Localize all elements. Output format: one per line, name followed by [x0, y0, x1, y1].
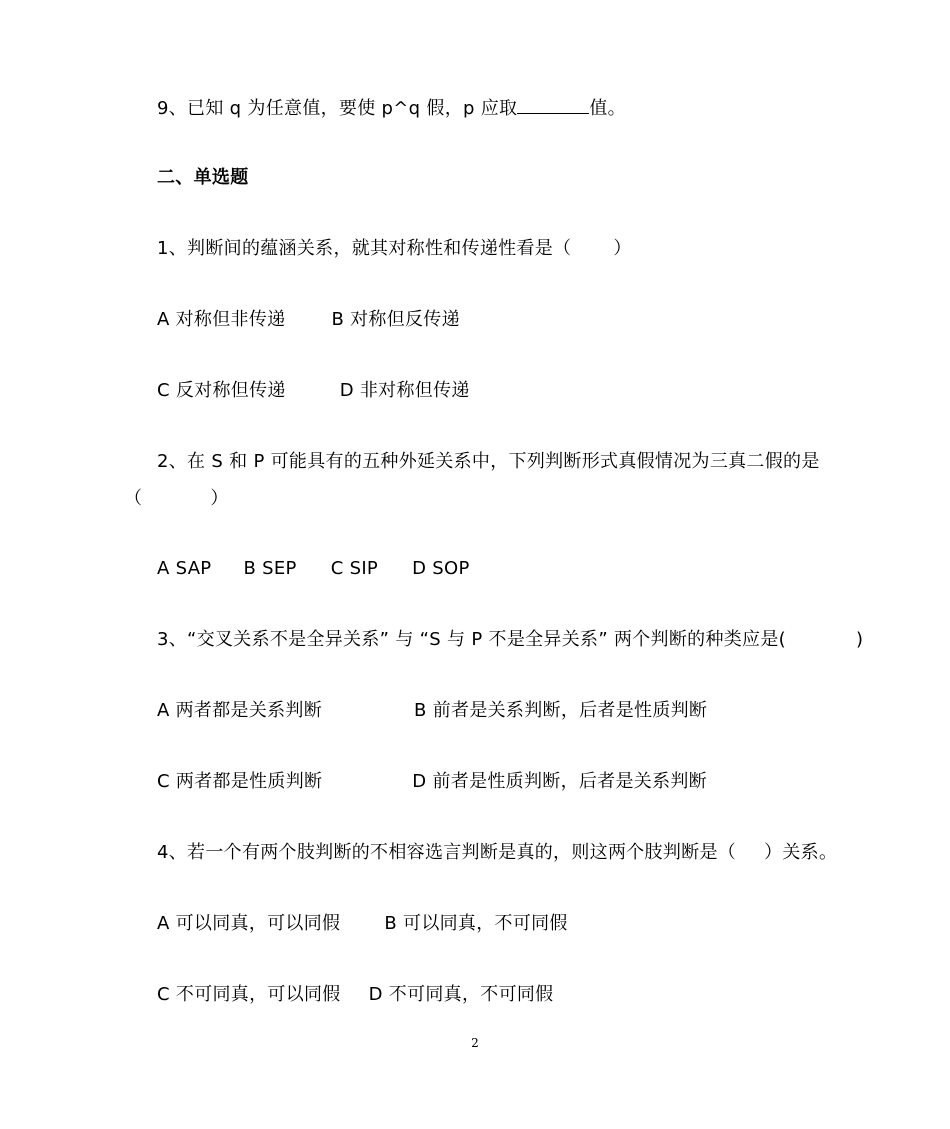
- question-1: [157, 237, 632, 261]
- question-2-options: [157, 557, 470, 581]
- option-a: A 可以同真，可以同假: [157, 913, 341, 934]
- option-a: A SAP: [157, 558, 212, 579]
- question-4-options-row-1: [157, 912, 568, 936]
- question-1-options-row-1: [157, 308, 460, 332]
- question-4: [157, 841, 837, 865]
- option-d: D 非对称但传递: [339, 380, 470, 401]
- question-2-paren-open: （: [124, 488, 143, 509]
- question-9: [157, 95, 626, 121]
- question-3-stem: 3、“交叉关系不是全异关系” 与 “S 与 P 不是全异关系” 两个判断的种类应是(: [157, 629, 786, 650]
- page-number: 2: [471, 1036, 479, 1050]
- option-a: A 两者都是关系判断: [157, 700, 323, 721]
- question-3: [157, 628, 863, 652]
- question-4-stem: 4、若一个有两个肢判断的不相容选言判断是真的，则这两个肢判断是（: [157, 842, 737, 863]
- question-4-stem-close: ）关系。: [764, 842, 838, 863]
- question-2: [157, 450, 820, 474]
- question-2-stem-line-1: 2、在 S 和 P 可能具有的五种外延关系中，下列判断形式真假情况为三真二假的是: [157, 451, 820, 472]
- question-3-options-row-1: [157, 699, 707, 723]
- question-9-text-after: 值。: [589, 98, 626, 119]
- option-b: B 前者是关系判断，后者是性质判断: [414, 700, 708, 721]
- option-b: B 可以同真，不可同假: [384, 913, 568, 934]
- option-d: D 前者是性质判断，后者是关系判断: [412, 771, 707, 792]
- option-b: B SEP: [243, 558, 297, 579]
- answer-blank: [517, 95, 589, 114]
- option-a: A 对称但非传递: [157, 309, 286, 330]
- option-c: C 不可同真，可以同假: [157, 984, 341, 1005]
- option-b: B 对称但反传递: [331, 309, 460, 330]
- question-4-options-row-2: [157, 983, 553, 1007]
- option-d: D 不可同真，不可同假: [368, 984, 554, 1005]
- question-1-stem: 1、判断间的蕴涵关系，就其对称性和传递性看是（: [157, 238, 572, 259]
- question-3-options-row-2: [157, 770, 707, 794]
- question-1-options-row-2: [157, 379, 470, 403]
- option-c: C 反对称但传递: [157, 380, 286, 401]
- question-3-stem-close: ): [855, 629, 864, 650]
- option-c: C SIP: [330, 558, 379, 579]
- question-2-line-2: [124, 487, 229, 511]
- option-d: D SOP: [412, 558, 470, 579]
- question-1-stem-close: ）: [613, 238, 632, 259]
- option-c: C 两者都是性质判断: [157, 771, 323, 792]
- question-9-text-before: 9、已知 q 为任意值，要使 p^q 假，p 应取: [157, 98, 518, 119]
- question-2-paren-close: ）: [210, 488, 229, 509]
- section-heading: 二、单选题: [157, 167, 249, 188]
